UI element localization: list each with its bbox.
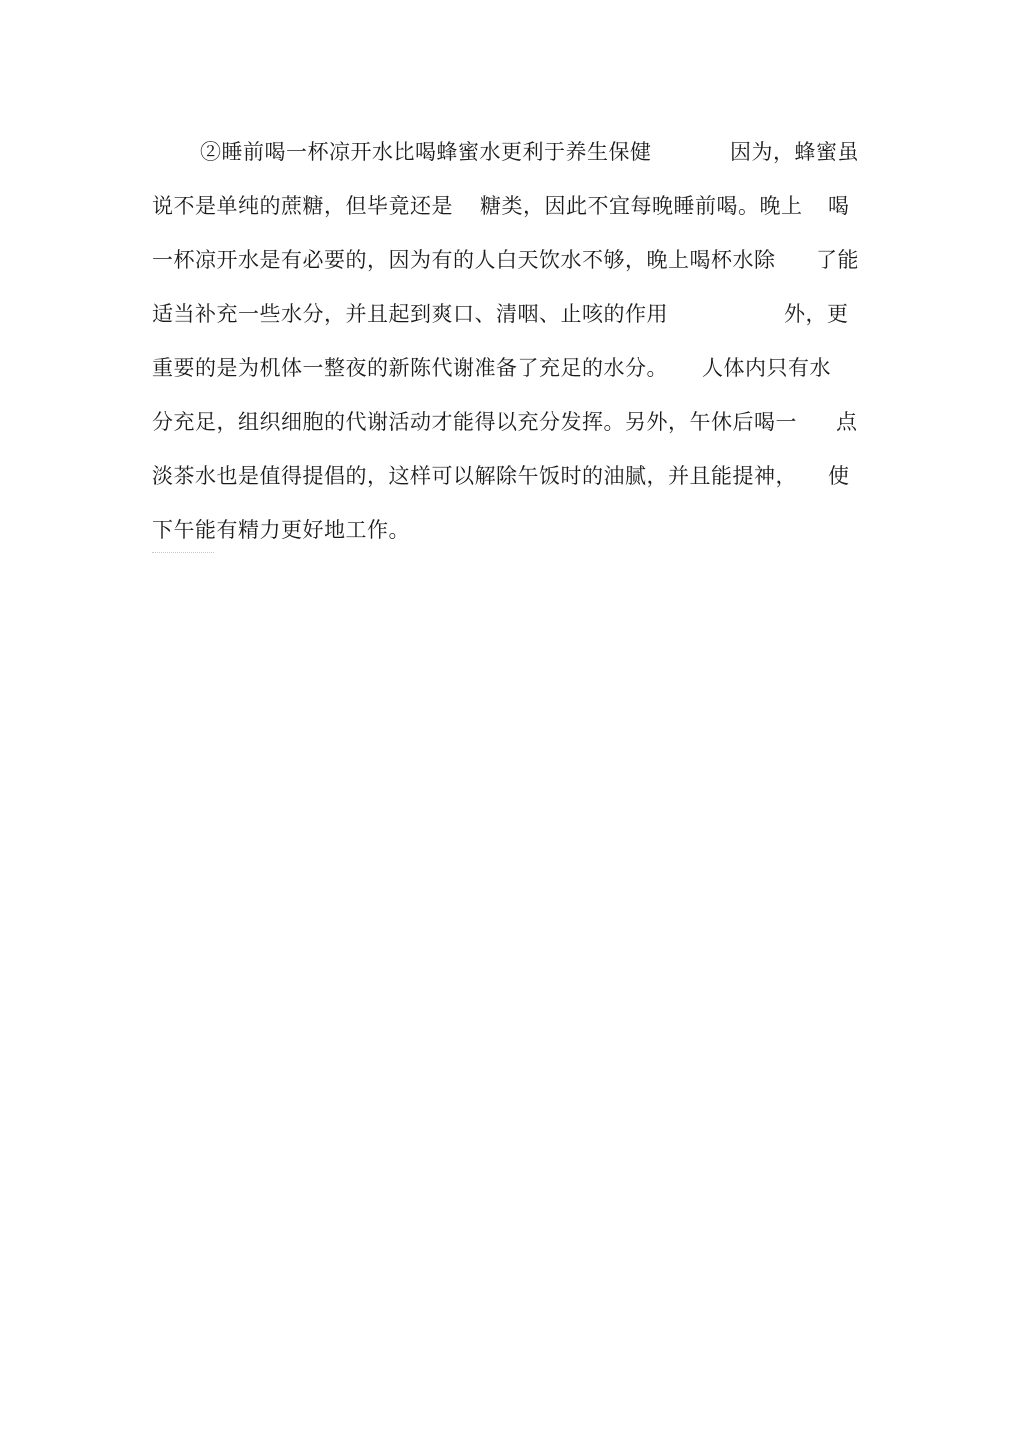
text-segment: 外，更	[784, 302, 849, 326]
paragraph-line	[152, 510, 872, 564]
paragraph-line	[152, 132, 872, 186]
text-segment: 分充足，组织细胞的代谢活动才能得以充分发挥。另外，午休后喝一	[152, 410, 797, 434]
text-segment: 点	[836, 410, 858, 434]
paragraph-line	[152, 402, 872, 456]
paragraph-line	[152, 456, 872, 510]
text-segment: 因为，蜂蜜虽	[730, 140, 859, 164]
paragraph-line	[152, 186, 872, 240]
text-segment: 适当补充一些水分，并且起到爽口、清咽、止咳的作用	[152, 302, 668, 326]
paragraph-line	[152, 294, 872, 348]
text-segment: 一杯凉开水是有必要的，因为有的人白天饮水不够，晚上喝杯水除	[152, 248, 776, 272]
text-segment: 使	[828, 464, 850, 488]
text-segment: 重要的是为机体一整夜的新陈代谢准备了充足的水分。	[152, 356, 668, 380]
body-paragraph	[152, 132, 872, 564]
paragraph-line	[152, 348, 872, 402]
text-segment: 糖类，因此不宜每晚睡前喝。晚上	[480, 194, 803, 218]
text-segment: 了能	[816, 248, 859, 272]
text-segment: 人体内只有水	[702, 356, 831, 380]
text-segment: 淡茶水也是值得提倡的，这样可以解除午饭时的油腻，并且能提神，	[152, 464, 797, 488]
footer-divider	[152, 552, 214, 553]
text-segment: ②睡前喝一杯凉开水比喝蜂蜜水更利于养生保健	[200, 140, 652, 164]
text-segment: 下午能有精力更好地工作。	[152, 518, 410, 542]
paragraph-line	[152, 240, 872, 294]
text-segment: 喝	[828, 194, 850, 218]
text-segment: 说不是单纯的蔗糖，但毕竟还是	[152, 194, 453, 218]
